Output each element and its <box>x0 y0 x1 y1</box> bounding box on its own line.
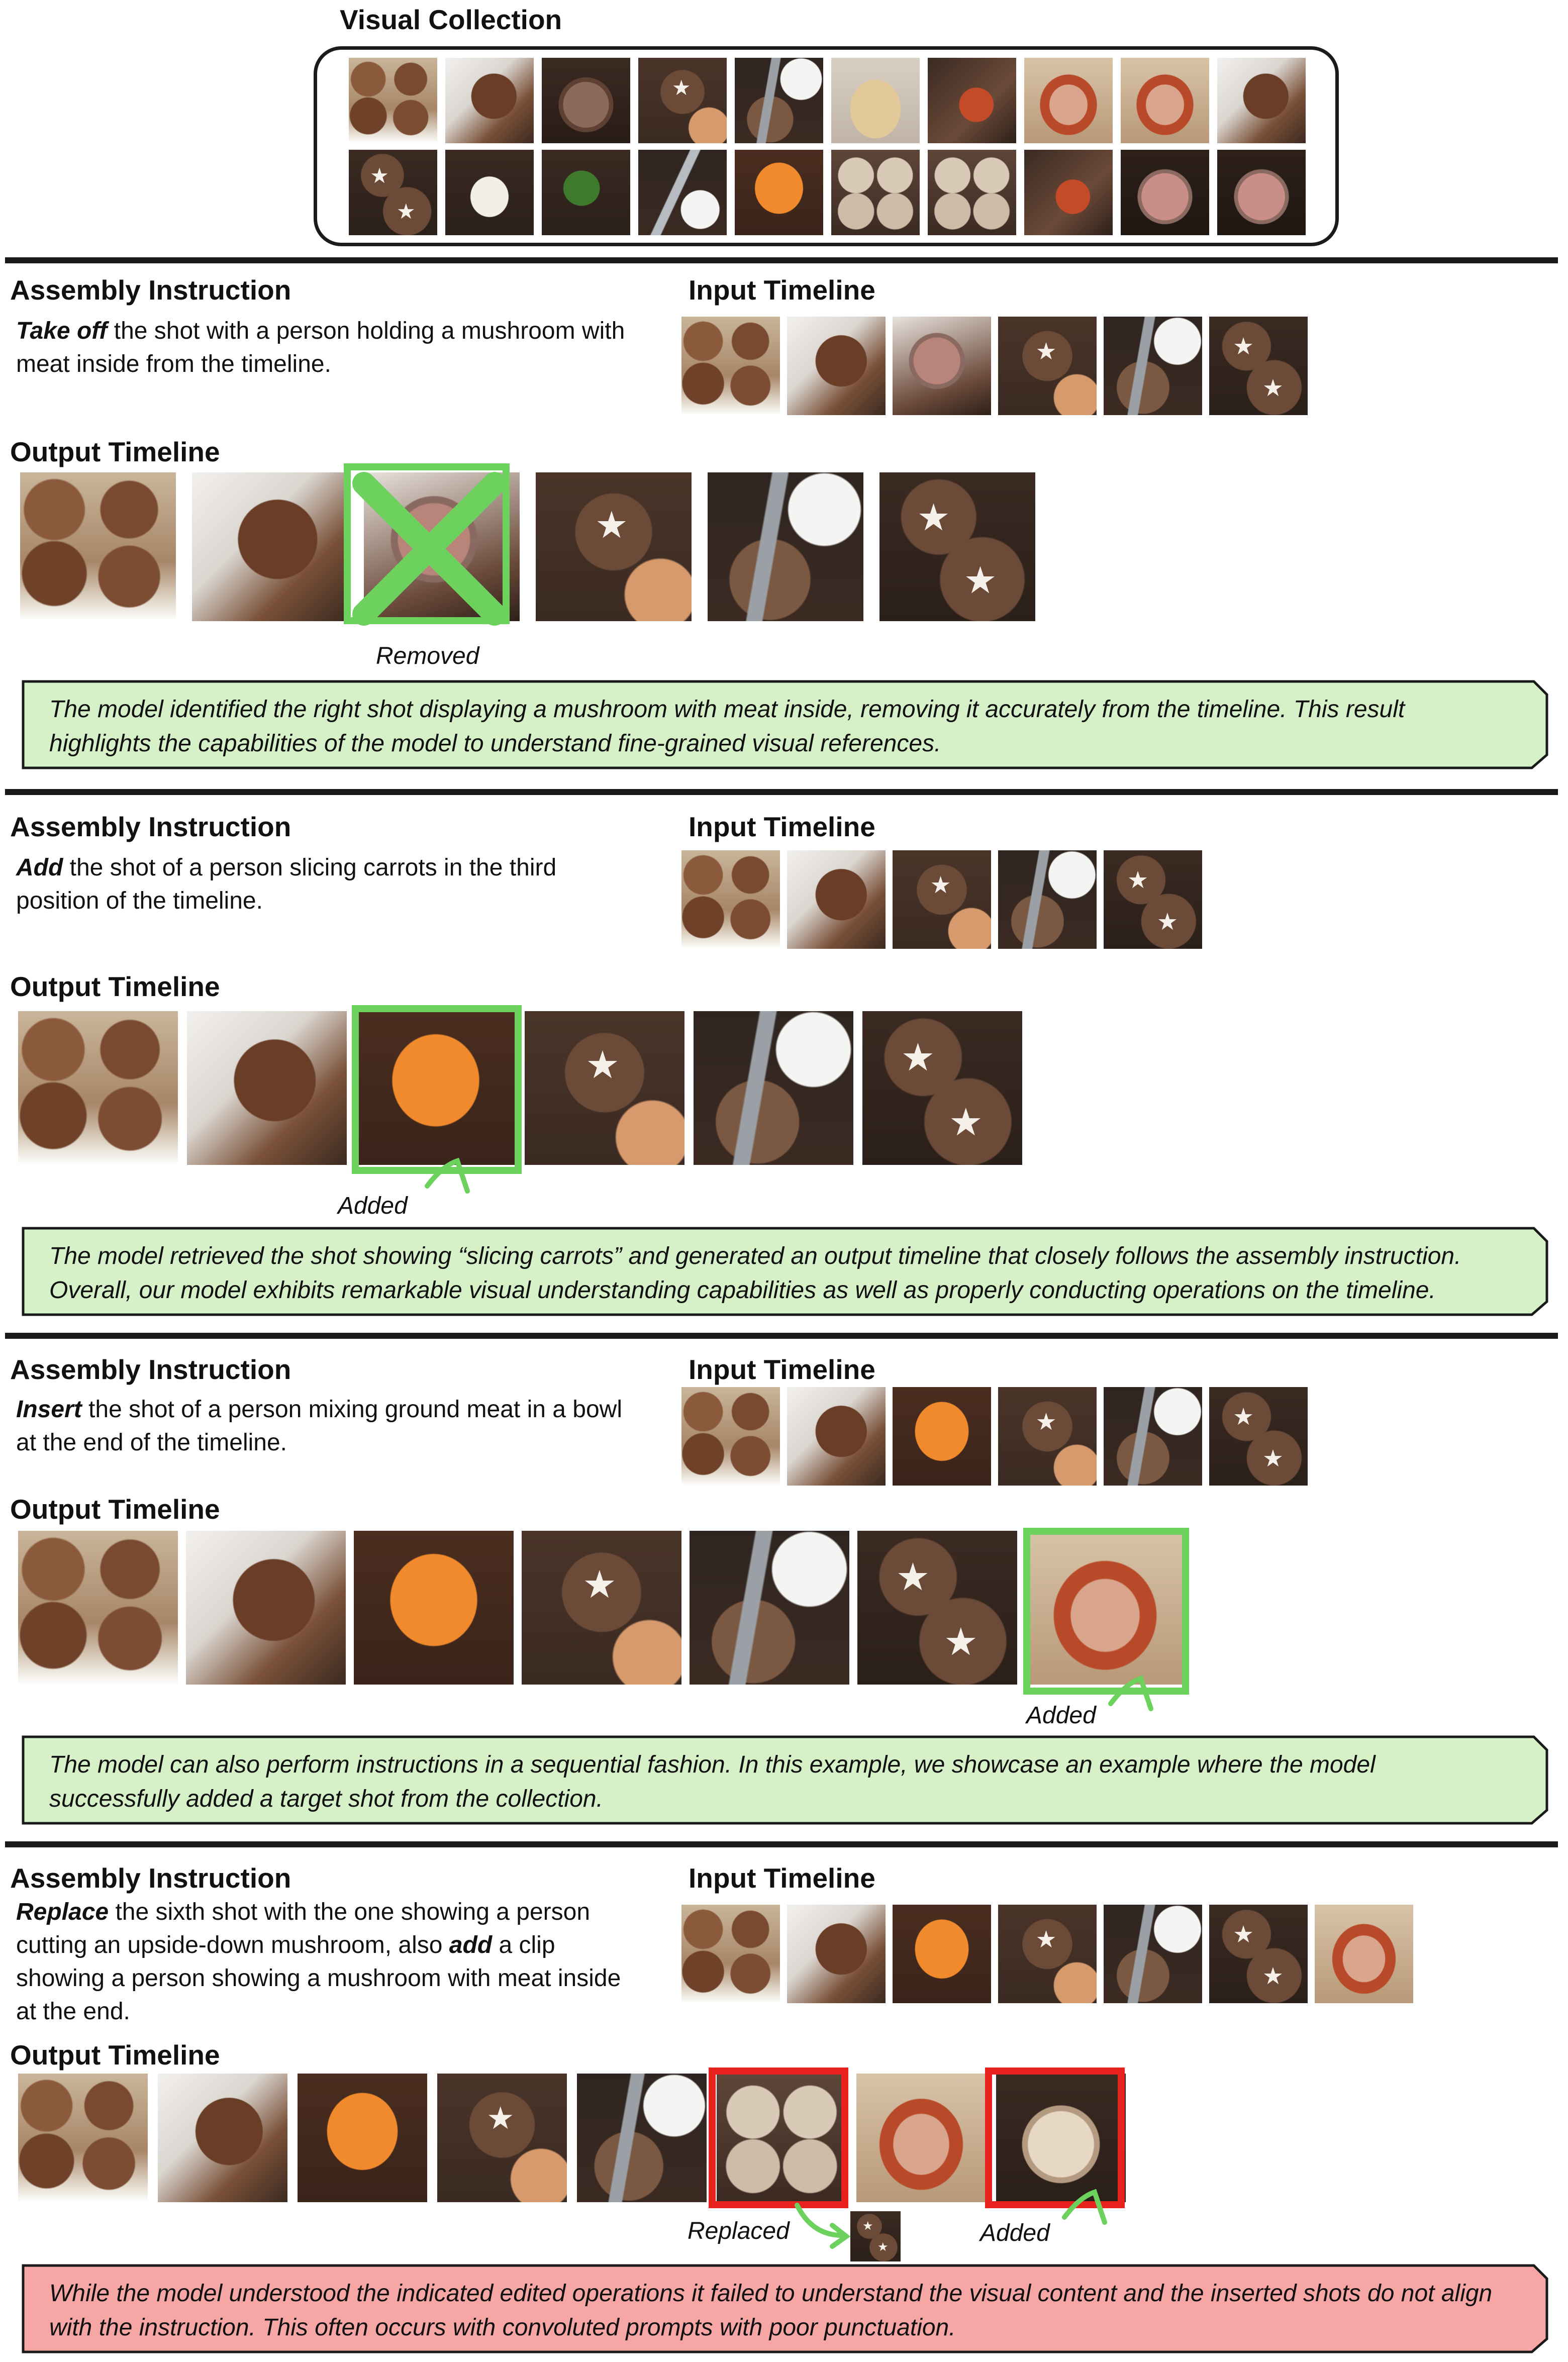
star-cap-icon: ★ <box>943 1620 978 1663</box>
expected-shot-thumbnail <box>850 2211 901 2261</box>
arrow-icon <box>792 2200 852 2255</box>
input-timeline-heading: Input Timeline <box>689 1862 875 1894</box>
output-timeline-frame <box>20 472 176 621</box>
input-timeline-frame <box>893 1905 991 2003</box>
output-timeline-frame <box>879 472 1035 621</box>
input-timeline-frame <box>787 1387 886 1486</box>
added-shot-highlight <box>352 1005 522 1174</box>
star-cap-icon: ★ <box>1233 333 1254 360</box>
output-timeline-frame <box>694 1011 853 1165</box>
output-timeline-heading: Output Timeline <box>10 2039 220 2071</box>
result-callout <box>21 679 1549 770</box>
collection-frame <box>542 150 630 235</box>
input-timeline-frame <box>681 850 780 949</box>
output-timeline-frame <box>856 2074 986 2202</box>
collection-frame <box>735 150 823 235</box>
callout-text: The model identified the right shot displaying a mushroom with meat inside, removing it accurately from the timeline. This result highlights the capabilities of the model to understand fine-grained visual references. <box>49 696 1405 757</box>
star-cap-icon: ★ <box>671 76 691 100</box>
collection-frame <box>831 58 920 143</box>
input-timeline-frame <box>998 1387 1097 1486</box>
assembly-heading: Assembly Instruction <box>10 1354 291 1385</box>
output-timeline-frame <box>857 1531 1017 1685</box>
input-timeline-frame <box>1104 1387 1202 1486</box>
output-timeline-frame <box>354 1531 514 1685</box>
star-cap-icon: ★ <box>1233 1921 1254 1948</box>
callout-text: The model retrieved the shot showing “slicing carrots” and generated an output timeline that closely follows the assembly instruction. Overall, our model exhibits remarkable visual understanding capabilities as well as properly conducting operations on the timeline. <box>49 1243 1461 1304</box>
star-cap-icon: ★ <box>370 163 389 187</box>
input-timeline-frame <box>893 1387 991 1486</box>
star-cap-icon: ★ <box>1035 1408 1057 1435</box>
assembly-instruction <box>16 851 634 918</box>
collection-frame <box>349 150 437 235</box>
section-divider <box>5 789 1558 795</box>
collection-frame <box>1024 58 1113 143</box>
callout-text: The model can also perform instructions in a sequential fashion. In this example, we showcase an example where the model successfully added a target shot from the collection. <box>49 1751 1376 1812</box>
collection-frame <box>1121 150 1209 235</box>
input-timeline-heading: Input Timeline <box>689 274 875 306</box>
input-timeline-frame <box>1209 1387 1308 1486</box>
output-timeline-frame <box>525 1011 684 1165</box>
assembly-heading: Assembly Instruction <box>10 274 291 306</box>
output-timeline-frame <box>186 1531 346 1685</box>
input-timeline-frame <box>787 1905 886 2003</box>
collection-frame <box>1217 150 1306 235</box>
star-cap-icon: ★ <box>1156 908 1178 935</box>
checkmark-icon <box>1106 1674 1156 1719</box>
input-timeline-frame <box>1315 1905 1413 2003</box>
input-timeline-frame <box>1209 317 1308 415</box>
star-cap-icon: ★ <box>1233 1403 1254 1430</box>
added-label: Added <box>338 1193 408 1219</box>
checkmark-icon <box>422 1156 472 1201</box>
section-divider <box>5 1333 1558 1339</box>
collection-frame <box>831 150 920 235</box>
star-cap-icon: ★ <box>1262 1962 1284 1989</box>
output-timeline-frame <box>18 1011 178 1165</box>
collection-frame <box>638 150 727 235</box>
remove-x-icon <box>349 468 510 629</box>
input-timeline-heading: Input Timeline <box>689 1354 875 1385</box>
input-timeline-frame <box>893 850 991 949</box>
replaced-shot-highlight <box>709 2068 848 2208</box>
instruction-text: the shot of a person mixing ground meat in a bowl at the end of the timeline. <box>16 1396 623 1456</box>
section-divider <box>5 257 1558 263</box>
output-timeline-frame <box>536 472 692 621</box>
star-cap-icon: ★ <box>1035 1926 1057 1953</box>
instruction-verb: Replace <box>16 1899 109 1925</box>
output-timeline-frame <box>690 1531 849 1685</box>
result-callout <box>21 1735 1549 1825</box>
output-timeline-frame <box>862 1011 1022 1165</box>
collection-frame <box>542 58 630 143</box>
input-timeline-frame <box>998 1905 1097 2003</box>
input-timeline-frame <box>1104 317 1202 415</box>
instruction-text: the shot with a person holding a mushroom with meat inside from the timeline. <box>16 318 625 377</box>
star-cap-icon: ★ <box>1035 338 1057 365</box>
output-timeline-frame <box>577 2074 707 2202</box>
instruction-verb: Take off <box>16 318 108 344</box>
replaced-label: Replaced <box>688 2218 790 2244</box>
assembly-instruction <box>16 1393 634 1459</box>
input-timeline-heading: Input Timeline <box>689 811 875 842</box>
assembly-instruction <box>16 315 634 381</box>
collection-frame <box>445 150 534 235</box>
checkmark-icon <box>1059 2187 1110 2232</box>
star-cap-icon: ★ <box>1127 866 1149 894</box>
added-label: Added <box>980 2220 1050 2246</box>
star-cap-icon: ★ <box>1262 1444 1284 1471</box>
result-callout <box>21 1226 1549 1317</box>
star-cap-icon: ★ <box>948 1101 983 1144</box>
collection-frame <box>1217 58 1306 143</box>
collection-frame <box>928 150 1016 235</box>
added-shot-highlight <box>1023 1528 1189 1695</box>
output-timeline-frame <box>437 2074 567 2202</box>
input-timeline-frame <box>681 317 780 415</box>
star-cap-icon: ★ <box>930 871 951 899</box>
input-timeline-frame <box>681 1905 780 2003</box>
input-timeline-frame <box>787 850 886 949</box>
output-timeline-heading: Output Timeline <box>10 1494 220 1525</box>
input-timeline-frame <box>998 850 1097 949</box>
assembly-heading: Assembly Instruction <box>10 811 291 842</box>
input-timeline-frame <box>681 1387 780 1486</box>
output-timeline-frame <box>192 472 348 621</box>
instruction-text-2: a clip showing a person showing a mushroom with meat inside at the end. <box>16 1932 621 2025</box>
collection-title: Visual Collection <box>340 4 562 35</box>
instruction-text: the sixth shot with the one showing a person cutting an upside-down mushroom, also <box>16 1899 591 1958</box>
assembly-instruction <box>16 1896 634 2028</box>
collection-frame <box>445 58 534 143</box>
star-cap-icon: ★ <box>877 2240 889 2254</box>
input-timeline-frame <box>1104 1905 1202 2003</box>
collection-frame <box>349 58 437 143</box>
added-label: Added <box>1026 1702 1096 1729</box>
collection-frame <box>1024 150 1113 235</box>
star-cap-icon: ★ <box>585 1044 620 1087</box>
input-timeline-frame <box>998 317 1097 415</box>
removed-label: Removed <box>376 643 479 669</box>
input-timeline-frame <box>893 317 991 415</box>
output-timeline-heading: Output Timeline <box>10 436 220 467</box>
star-cap-icon: ★ <box>595 504 629 546</box>
input-timeline-frame <box>1104 850 1202 949</box>
result-callout <box>21 2263 1549 2354</box>
instruction-verb: Add <box>16 854 63 881</box>
star-cap-icon: ★ <box>901 1036 935 1079</box>
output-timeline-frame <box>18 1531 178 1685</box>
section-divider <box>5 1841 1558 1847</box>
star-cap-icon: ★ <box>896 1556 930 1599</box>
collection-frame <box>638 58 727 143</box>
output-timeline-heading: Output Timeline <box>10 971 220 1002</box>
output-timeline-frame <box>187 1011 347 1165</box>
assembly-heading: Assembly Instruction <box>10 1862 291 1894</box>
star-cap-icon: ★ <box>963 559 997 601</box>
callout-text: While the model understood the indicated edited operations it failed to understand the visual content and the inserted shots do not align with the instruction. This often occurs with convoluted prompts with poor punctuation. <box>49 2280 1493 2341</box>
output-timeline-frame <box>18 2074 148 2202</box>
star-cap-icon: ★ <box>397 200 416 223</box>
instruction-text: the shot of a person slicing carrots in the third position of the timeline. <box>16 854 557 914</box>
input-timeline-frame <box>787 317 886 415</box>
output-timeline-frame <box>298 2074 427 2202</box>
star-cap-icon: ★ <box>917 497 950 539</box>
instruction-verb-2: add <box>449 1932 493 1958</box>
collection-frame <box>928 58 1016 143</box>
star-cap-icon: ★ <box>1262 374 1284 401</box>
output-timeline-frame <box>708 472 863 621</box>
star-cap-icon: ★ <box>486 2101 515 2136</box>
collection-frame <box>1121 58 1209 143</box>
input-timeline-frame <box>1209 1905 1308 2003</box>
output-timeline-frame <box>158 2074 287 2202</box>
star-cap-icon: ★ <box>862 2219 873 2233</box>
instruction-verb: Insert <box>16 1396 82 1423</box>
star-cap-icon: ★ <box>582 1563 617 1607</box>
collection-frame <box>735 58 823 143</box>
output-timeline-frame <box>522 1531 681 1685</box>
